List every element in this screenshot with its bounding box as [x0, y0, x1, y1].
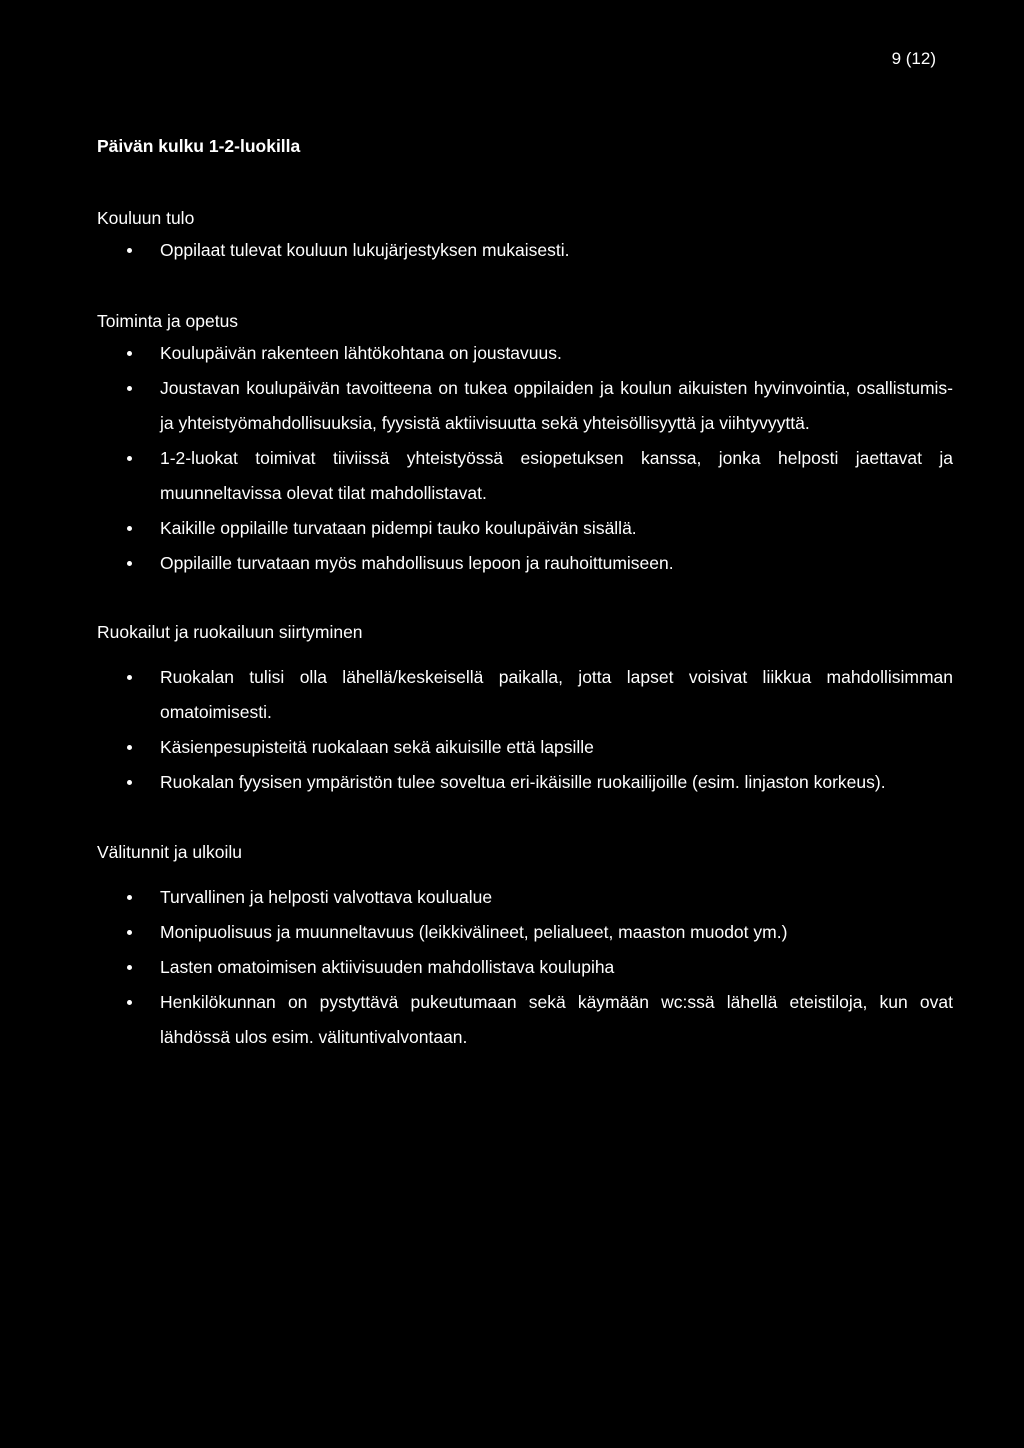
bullet-list	[97, 336, 953, 581]
bullet-icon	[127, 561, 132, 566]
bullet-list	[97, 233, 953, 268]
bullet-list	[97, 660, 953, 800]
section-heading: Välitunnit ja ulkoilu	[97, 842, 242, 862]
section-heading: Ruokailut ja ruokailuun siirtyminen	[97, 622, 363, 642]
bullet-icon	[127, 1000, 132, 1005]
list-item-text: Kaikille oppilaille turvataan pidempi tauko koulupäivän sisällä.	[160, 518, 637, 538]
list-item-text: Oppilaille turvataan myös mahdollisuus lepoon ja rauhoittumiseen.	[160, 553, 674, 573]
list-item-text: Oppilaat tulevat kouluun lukujärjestyksen mukaisesti.	[160, 240, 570, 260]
document-title: Päivän kulku 1-2-luokilla	[97, 136, 301, 156]
list-item	[97, 336, 953, 371]
list-item-text: 1-2-luokat toimivat tiiviissä yhteistyössä esiopetuksen kanssa, jonka helposti jaettavat ja muunneltavissa olevat tilat mahdollistavat.	[160, 448, 953, 503]
bullet-icon	[127, 895, 132, 900]
section-toiminta-ja-opetus	[97, 309, 953, 581]
page-number: 9 (12)	[891, 49, 936, 68]
list-item-text: Turvallinen ja helposti valvottava koulualue	[160, 887, 493, 907]
bullet-icon	[127, 248, 132, 253]
list-item	[97, 233, 953, 268]
list-item	[97, 730, 953, 765]
list-item	[97, 441, 953, 511]
section-kouluun-tulo	[97, 206, 953, 268]
list-item-text: Ruokalan tulisi olla lähellä/keskeisellä paikalla, jotta lapset voisivat liikkua mahdollisimman omatoimisesti.	[160, 667, 953, 722]
list-item	[97, 915, 953, 950]
list-item	[97, 985, 953, 1055]
section-ruokailut	[97, 620, 953, 800]
section-valitunnit-ja-ulkoilu	[97, 840, 953, 1055]
list-item-text: Koulupäivän rakenteen lähtökohtana on joustavuus.	[160, 343, 562, 363]
bullet-icon	[127, 526, 132, 531]
bullet-icon	[127, 965, 132, 970]
bullet-list	[97, 880, 953, 1055]
list-item-text: Henkilökunnan on pystyttävä pukeutumaan sekä käymään wc:ssä lähellä eteistiloja, kun ovat lähdössä ulos esim. välituntivalvontaan.	[160, 992, 953, 1047]
list-item-text: Joustavan koulupäivän tavoitteena on tukea oppilaiden ja koulun aikuisten hyvinvointia, osallistumis- ja yhteistyömahdollisuuksia, fyysistä aktiivisuutta sekä yhteisöllisyyttä ja viihtyvyyttä.	[160, 378, 953, 433]
bullet-icon	[127, 456, 132, 461]
bullet-icon	[127, 930, 132, 935]
list-item	[97, 950, 953, 985]
list-item-text: Monipuolisuus ja muunneltavuus (leikkivälineet, pelialueet, maaston muodot ym.)	[160, 922, 788, 942]
list-item-text: Lasten omatoimisen aktiivisuuden mahdollistava koulupiha	[160, 957, 615, 977]
document-body	[97, 134, 953, 1055]
bullet-icon	[127, 675, 132, 680]
section-heading: Kouluun tulo	[97, 208, 195, 228]
section-heading: Toiminta ja opetus	[97, 311, 239, 331]
bullet-icon	[127, 351, 132, 356]
bullet-icon	[127, 780, 132, 785]
list-item-text: Käsienpesupisteitä ruokalaan sekä aikuisille että lapsille	[160, 737, 594, 757]
list-item	[97, 371, 953, 441]
bullet-icon	[127, 386, 132, 391]
list-item	[97, 880, 953, 915]
list-item	[97, 511, 953, 546]
bullet-icon	[127, 745, 132, 750]
list-item	[97, 660, 953, 730]
list-item	[97, 546, 953, 581]
list-item	[97, 765, 953, 800]
list-item-text: Ruokalan fyysisen ympäristön tulee soveltua eri-ikäisille ruokailijoille (esim. linjaston korkeus).	[160, 772, 886, 792]
